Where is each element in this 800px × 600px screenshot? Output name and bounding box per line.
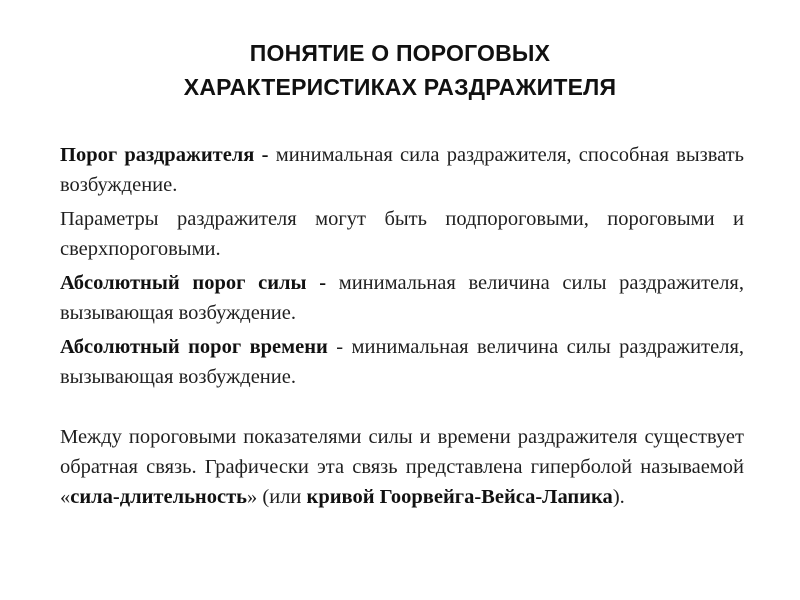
title-line-2: ХАРАКТЕРИСТИКАХ РАЗДРАЖИТЕЛЯ	[183, 74, 617, 100]
relationship-text-3: ).	[612, 486, 625, 508]
term-curve: кривой Гоорвейга-Вейса-Лапика	[306, 486, 613, 508]
parameters-text: Параметры раздражителя могут быть подпороговыми, пороговыми и сверхпороговыми.	[60, 208, 744, 260]
term-absolute-time: Абсолютный порог времени	[60, 336, 328, 358]
slide-title	[0, 36, 800, 104]
paragraph-absolute-time	[60, 332, 744, 392]
definition-threshold: минимальная сила раздражителя, способная вызвать возбуждение.	[60, 144, 744, 196]
paragraph-relationship	[60, 422, 744, 512]
definition-absolute-force: минимальная величина силы раздражителя, вызывающая возбуждение.	[60, 272, 744, 324]
paragraph-threshold	[60, 140, 744, 200]
term-strength-duration: сила-длительность	[70, 486, 248, 508]
term-threshold: Порог раздражителя -	[60, 144, 269, 166]
definition-absolute-time: - минимальная величина силы раздражителя, вызывающая возбуждение.	[60, 336, 744, 388]
relationship-text-1: Между пороговыми показателями силы и времени раздражителя существует обратная связь. Графически эта связь представлена гиперболой называемой «	[60, 426, 744, 508]
paragraph-parameters	[60, 204, 744, 264]
relationship-text-2: » (или	[247, 486, 307, 508]
paragraph-absolute-force	[60, 268, 744, 328]
title-line-1: ПОНЯТИЕ О ПОРОГОВЫХ	[249, 40, 551, 66]
slide-body	[60, 140, 744, 516]
term-absolute-force: Абсолютный порог силы -	[60, 272, 327, 294]
